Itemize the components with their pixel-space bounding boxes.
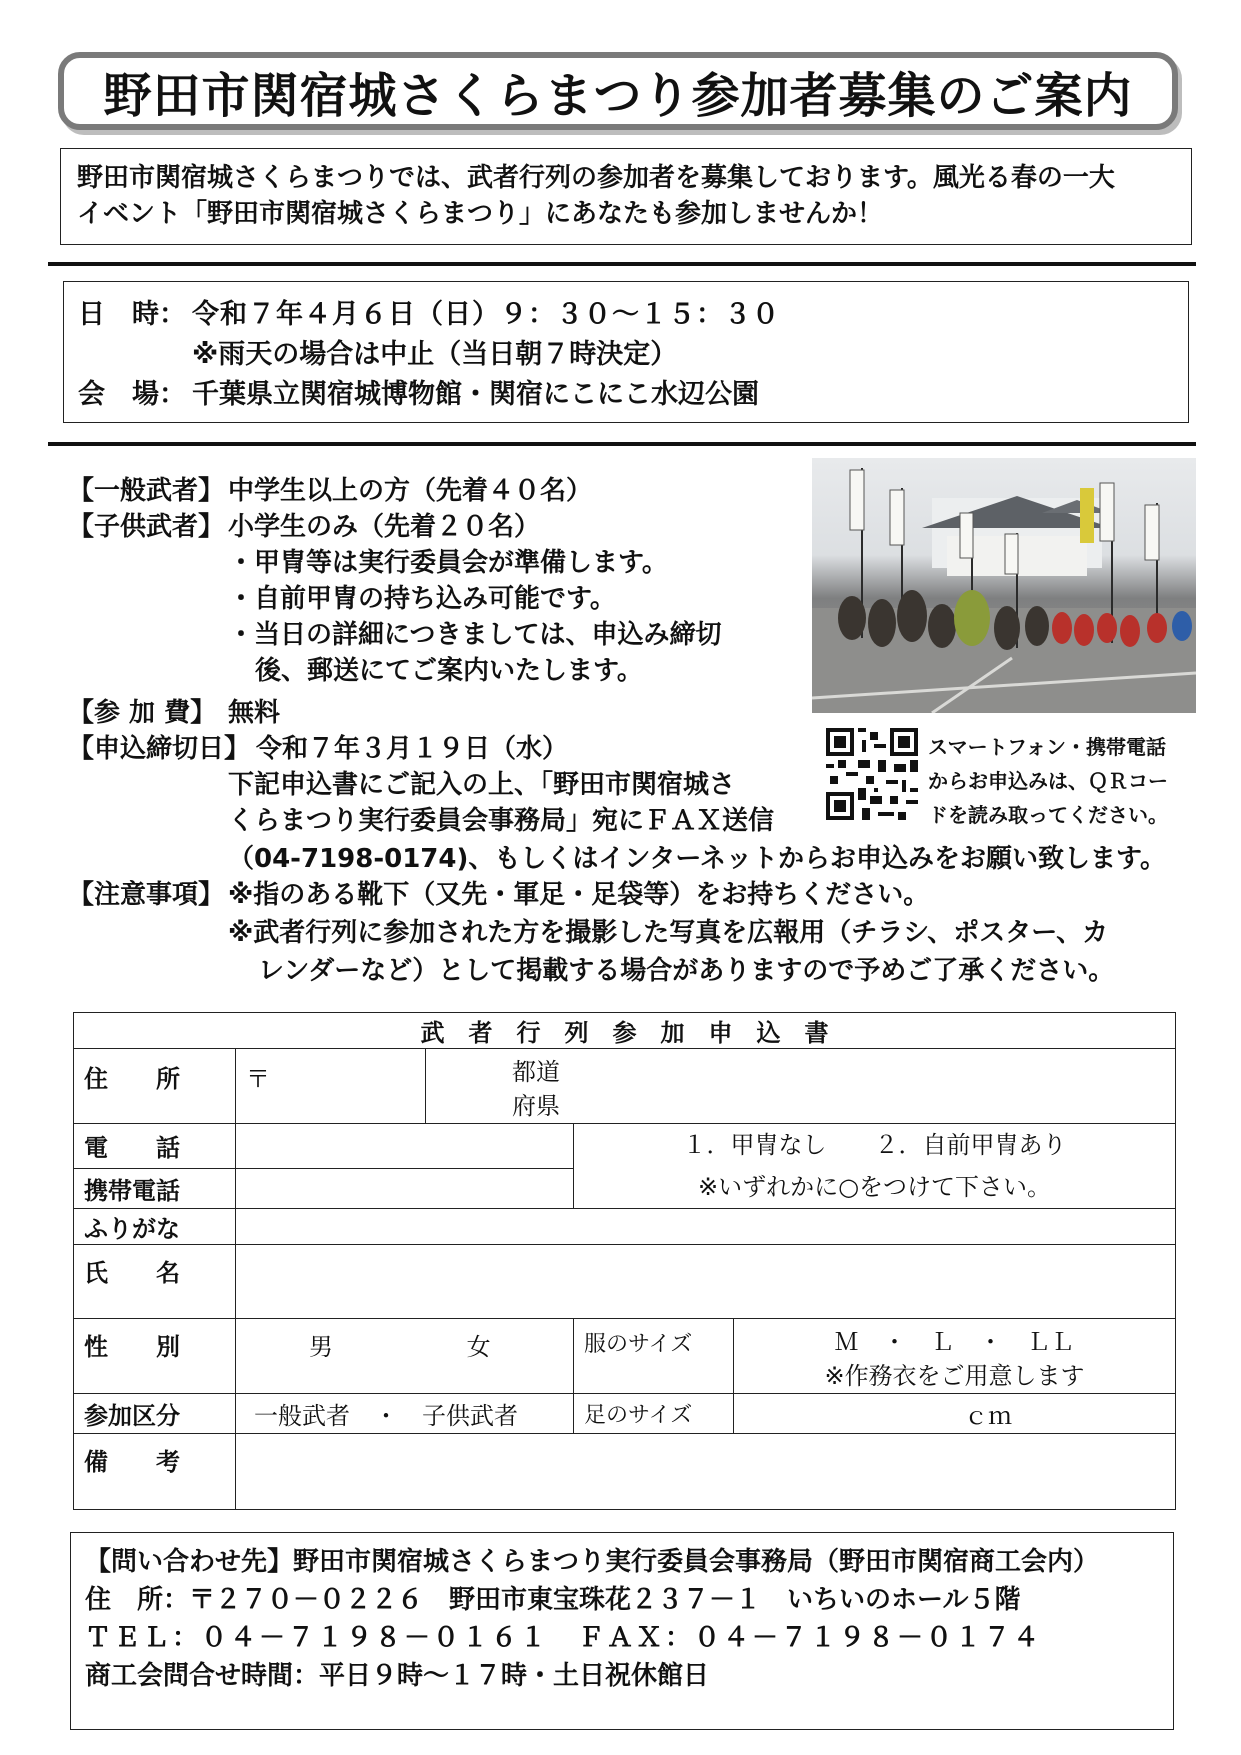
venue-value: 千葉県立関宿城博物館・関宿にこにこ水辺公園 [192,379,759,410]
qr-text-line-3: ドを読み取ってください。 [928,803,1168,827]
gender-male-option[interactable]: 男 [309,1333,333,1361]
mobile-label: 携帯電話 [74,1168,236,1208]
kids-value: 小学生のみ（先着２０名） [228,512,541,542]
note-own-armor: ・自前甲冑の持ち込み可能です。 [228,584,616,614]
rain-note: ※雨天の場合は中止（当日朝７時決定） [192,339,678,370]
clothes-size-note: ※作務衣をご用意します [824,1362,1085,1390]
armor-choice[interactable] [574,1124,1176,1209]
deadline-value: 令和７年３月１９日（水） [256,734,569,764]
caution-label: 【注意事項】 [68,880,225,910]
venue-label: 会 場： [78,379,186,410]
remarks-label: 備 考 [74,1434,236,1510]
contact-hours: 商工会問合せ時間：平日９時～１７時・土日祝休館日 [85,1661,710,1691]
intro-line-2: イベント「野田市関宿城さくらまつり」にあなたも参加しませんか！ [77,199,884,229]
qr-instructions [928,730,1168,832]
note-details-b: 後、郵送にてご案内いたします。 [255,656,643,686]
clothes-size-label: 服のサイズ [574,1319,734,1394]
general-label: 【一般武者】 [68,476,225,506]
contact-heading: 【問い合わせ先】野田市関宿城さくらまつり実行委員会事務局（野田市関宿商工会内） [85,1547,1100,1577]
date-value: 令和７年４月６日（日）９：３０～１５：３０ [192,299,780,330]
deadline-label: 【申込締切日】 [68,734,251,764]
contact-address: 住 所：〒２７０－０２２６ 野田市東宝珠花２３７－１ いちいのホール５階 [85,1585,1021,1615]
contact-tel-fax: ＴＥＬ：０４－７１９８－０１６１ ＦＡＸ：０４－７１９８－０１７４ [85,1623,1043,1653]
form-title: 武 者 行 列 参 加 申 込 書 [74,1013,1176,1049]
fee-label: 【参 加 費】 [68,698,217,728]
intro-line-1: 野田市関宿城さくらまつりでは、武者行列の参加者を募集しております。風光る春の一大 [77,163,1115,193]
gender-field[interactable] [236,1319,574,1394]
note-armor-provided: ・甲冑等は実行委員会が準備します。 [228,548,668,578]
page-title-box [58,52,1178,130]
apply-line-3: （04-7198-0174)、もしくはインターネットからお申込みをお願い致します。 [228,844,1166,874]
caution-line-1: ※指のある靴下（又先・軍足・足袋等）をお持ちください。 [228,880,930,910]
address-field[interactable] [426,1049,1176,1124]
page-title: 野田市関宿城さくらまつり参加者募集のご案内 [103,67,1133,124]
divider-top [48,262,1196,266]
clothes-size-field[interactable] [734,1319,1176,1394]
samurai-parade-illustration [812,458,1196,713]
prefecture-line-1: 都道 [512,1058,560,1086]
phone-label: 電 話 [74,1124,236,1169]
schedule-box [63,281,1189,423]
armor-note: ※いずれかに○をつけて下さい。 [697,1173,1052,1201]
fee-value: 無料 [228,698,281,728]
armor-options: １．甲冑なし ２．自前甲冑あり [682,1131,1067,1159]
qr-code-icon[interactable] [826,728,918,820]
qr-text-line-1: スマートフォン・携帯電話 [928,735,1166,759]
prefecture-label [426,1055,1175,1123]
divider-middle [48,442,1196,446]
kids-label: 【子供武者】 [68,512,225,542]
category-options[interactable]: 一般武者 ・ 子供武者 [236,1394,574,1434]
prefecture-line-2: 府県 [512,1092,560,1120]
gender-female-option[interactable]: 女 [466,1333,491,1361]
clothes-size-options: Ｍ ・ Ｌ ・ ＬＬ [834,1328,1075,1356]
intro-box [60,148,1192,245]
qr-text-line-2: からお申込みは、ＱＲコー [928,769,1168,793]
caution-line-3: レンダーなど）として掲載する場合がありますので予めご了承ください。 [258,956,1115,986]
furigana-field[interactable] [236,1209,1176,1245]
general-value: 中学生以上の方（先着４０名） [228,476,593,506]
apply-line-2: くらまつり実行委員会事務局」宛にＦＡＸ送信 [228,806,775,836]
application-form [73,1012,1176,1510]
date-label: 日 時： [78,299,186,330]
samurai-parade-photo [812,458,1196,713]
furigana-label: ふりがな [74,1209,236,1245]
note-details-a: ・当日の詳細につきましては、申込み締切 [228,620,722,650]
mobile-field[interactable] [236,1168,574,1208]
category-label: 参加区分 [74,1394,236,1434]
caution-line-2: ※武者行列に参加された方を撮影した写真を広報用（チラシ、ポスター、カ [228,918,1109,948]
name-label: 氏 名 [74,1245,236,1319]
postal-code-field[interactable] [236,1049,426,1124]
postal-mark: 〒 [246,1065,270,1093]
gender-label: 性 別 [74,1319,236,1394]
contact-box [70,1532,1174,1730]
phone-field[interactable] [236,1124,574,1169]
remarks-field[interactable] [236,1434,1176,1510]
foot-size-label: 足のサイズ [574,1394,734,1434]
foot-size-field[interactable] [734,1394,1176,1434]
name-field[interactable] [236,1245,1176,1319]
apply-line-1: 下記申込書にご記入の上、「野田市関宿城さ [228,770,736,800]
address-label: 住 所 [74,1049,236,1124]
foot-size-unit: ｃｍ [964,1402,1012,1430]
